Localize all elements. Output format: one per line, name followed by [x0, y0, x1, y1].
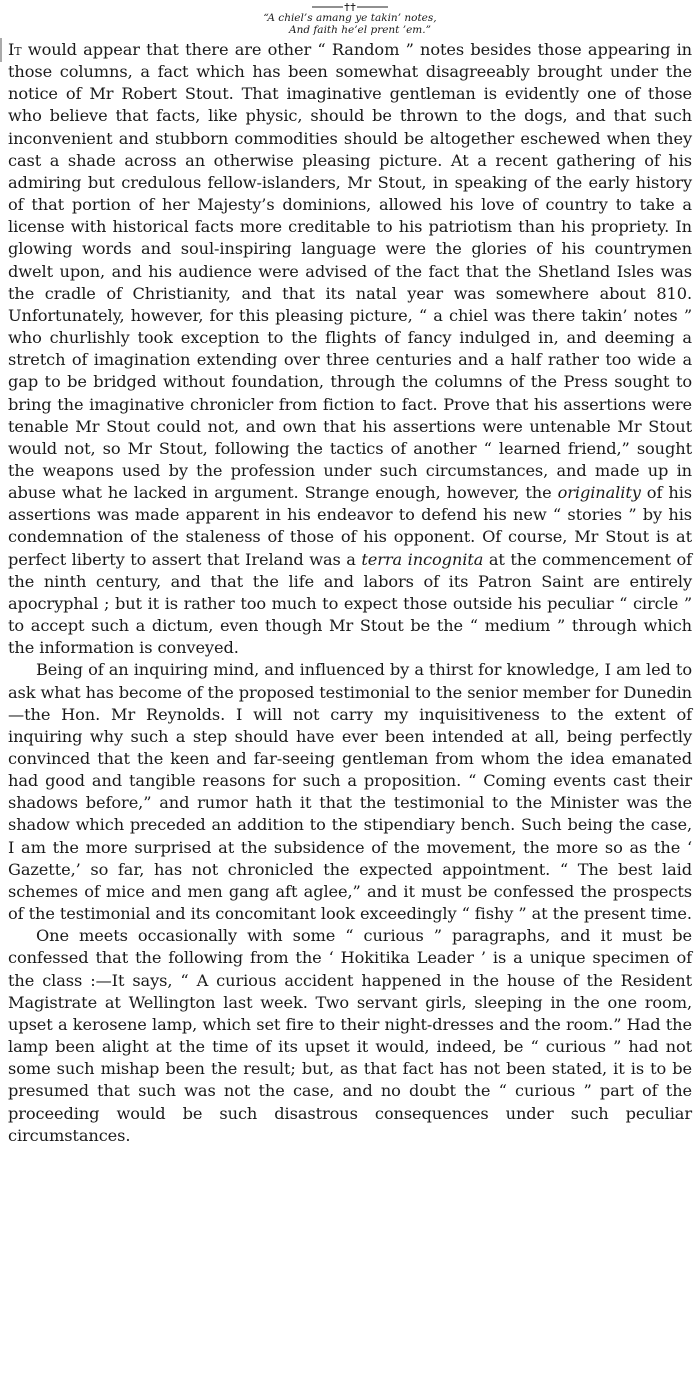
dagger-rule-icon	[310, 2, 390, 12]
epigraph-line-2: And faith he’el prent ’em.”	[289, 23, 431, 36]
paragraph-1-text-a: would appear that there are other “ Random ” notes besides those appearing in those columns, a fact which has been somewhat disagreeably brought under the notice of Mr Robert Stout. That imaginative gentleman is evidently one of those who believe that facts, like physic, should be thrown to the dogs, and that such inconvenient and stubborn commodities should be altogether eschewed when they cast a shade across an otherwise pleasing picture. At a recent gathering of his admiring but credulous fellow-islanders, Mr Stout, in speaking of the early history of that portion of her Majesty’s dominions, allowed his love of country to take a license with historical facts more creditable to his patriotism than his propriety. In glowing words and soul-inspiring language were the glories of his countrymen dwelt upon, and his audience were advised of the fact that the Shetland Isles was the cradle of Christianity, and that its natal year was somewhere about 810. Unfortunately, however, for this pleasing picture, “ a chiel was there takin’ notes ” who churlishly took exception to the flights of fancy indulged in, and deeming a stretch of imagination extending over three centuries and a half rather too wide a gap to be bridged without foundation, through the columns of the Press sought to bring the imaginative chronicler from fiction to fact. Prove that his assertions were tenable Mr Stout could not, and own that his assertions were untenable Mr Stout would not, so Mr Stout, following the tactics of another “ learned friend,” sought the weapons used by the profession under such circumstances, and made up in abuse what he lacked in argument. Strange enough, however, the	[8, 40, 692, 503]
paragraph-1-italic-originality: originality	[557, 483, 641, 503]
paragraph-1	[8, 39, 692, 659]
epigraph	[8, 13, 692, 36]
article-body	[8, 39, 692, 1147]
paragraph-2: Being of an inquiring mind, and influenced by a thirst for knowledge, I am led to ask what has become of the proposed testimonial to the senior member for Dunedin—the Hon. Mr Reynolds. I will not carry my inquisitiveness to the extent of inquiring why such a step should have ever been intended at all, being perfectly convinced that the keen and far-seeing gentleman from whom the idea emanated had good and tangible reasons for such a proposition. “ Coming events cast their shadows before,” and rumor hath it that the testimonial to the Minister was the shadow which preceded an addition to the stipendiary bench. Such being the case, I am the more surprised at the subsidence of the movement, the more so as the ‘ Gazette,’ so far, has not chronicled the expected appointment. “ The best laid schemes of mice and men gang aft aglee,” and it must be confessed the prospects of the testimonial and its concomitant look exceedingly “ fishy ” at the present time.	[8, 660, 692, 924]
paragraph-1-text-c: at the commencement of the ninth century, and that the life and labors of its Patron Saint are entirely apocryphal ; but it is rather too much to expect those outside his peculiar “ circle ” to accept such a dictum, even though Mr Stout be the “ medium ” through which the information is conveyed.	[8, 549, 692, 658]
paragraph-1-lead-word: It	[8, 40, 22, 59]
paragraph-3: One meets occasionally with some “ curious ” paragraphs, and it must be confessed that the following from the ‘ Hokitika Leader ’ is a unique specimen of the class :—It says, “ A curious accident happened in the house of the Resident Magistrate at Wellington last week. Two servant girls, sleeping in the one room, upset a kerosene lamp, which set fire to their night-dresses and the room.” Had the lamp been alight at the time of its upset it would, indeed, be “ curious ” had not some such mishap been the result; but, as that fact has not been stated, it is to be presumed that such was not the case, and no doubt the “ curious ” part of the proceeding would be such disastrous consequences under such peculiar circumstances.	[8, 926, 692, 1145]
margin-mark	[0, 38, 2, 62]
paragraph-1-italic-terra-incognita: terra incognita	[361, 549, 484, 569]
epigraph-line-1: “A chiel’s amang ye takin’ notes,	[263, 12, 437, 24]
paragraph-1-text-b: of his assertions was made apparent in his endeavor to defend his new “ stories ” by his condemnation of the staleness of those of his opponent. Of course, Mr Stout is at perfect liberty to assert that Ireland was a	[8, 483, 692, 569]
article-column	[8, 0, 692, 1147]
